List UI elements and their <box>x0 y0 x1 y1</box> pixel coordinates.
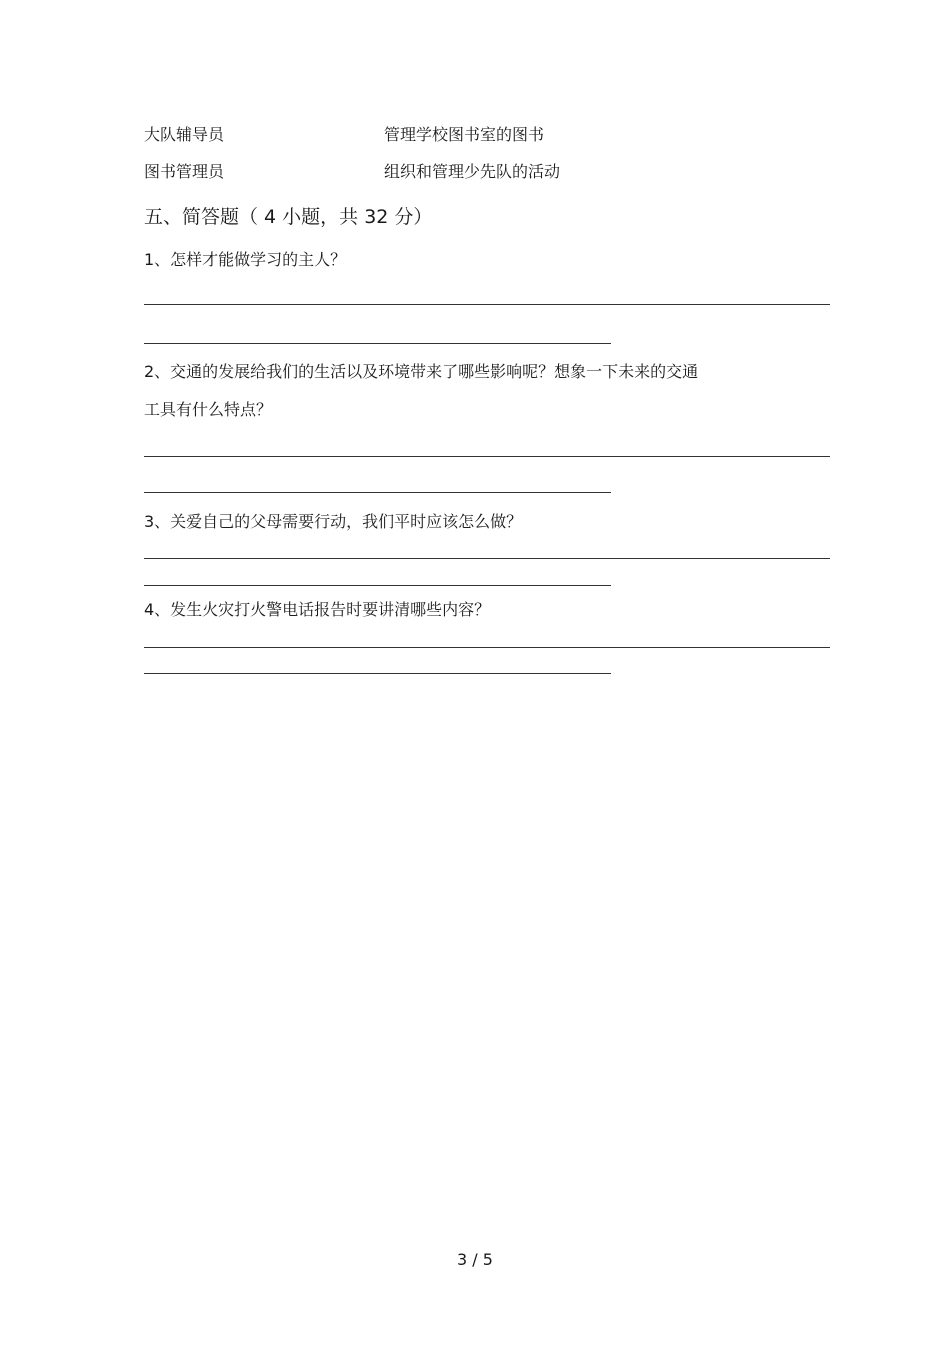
answer-line <box>144 304 830 305</box>
match-left-item-2: 图书管理员 <box>144 162 225 181</box>
answer-line <box>144 673 611 674</box>
answer-line <box>144 343 611 344</box>
section-title: 五、简答题（ 4 小题，共 32 分） <box>144 206 433 228</box>
answer-line <box>144 456 830 457</box>
question-3: 3、关爱自己的父母需要行动，我们平时应该怎么做？ <box>144 512 523 531</box>
match-right-item-2: 组织和管理少先队的活动 <box>384 162 561 181</box>
match-right-item-1: 管理学校图书室的图书 <box>384 125 545 144</box>
answer-line <box>144 558 830 559</box>
answer-line <box>144 492 611 493</box>
question-2-line-1: 2、交通的发展给我们的生活以及环境带来了哪些影响呢？想象一下未来的交通 <box>144 362 699 381</box>
answer-line <box>144 647 830 648</box>
match-left-item-1: 大队辅导员 <box>144 125 225 144</box>
answer-line <box>144 585 611 586</box>
question-2-line-2: 工具有什么特点？ <box>144 400 273 419</box>
question-4: 4、发生火灾打火警电话报告时要讲清哪些内容？ <box>144 600 491 619</box>
question-1: 1、怎样才能做学习的主人？ <box>144 250 347 269</box>
page-number: 3 / 5 <box>457 1250 493 1269</box>
